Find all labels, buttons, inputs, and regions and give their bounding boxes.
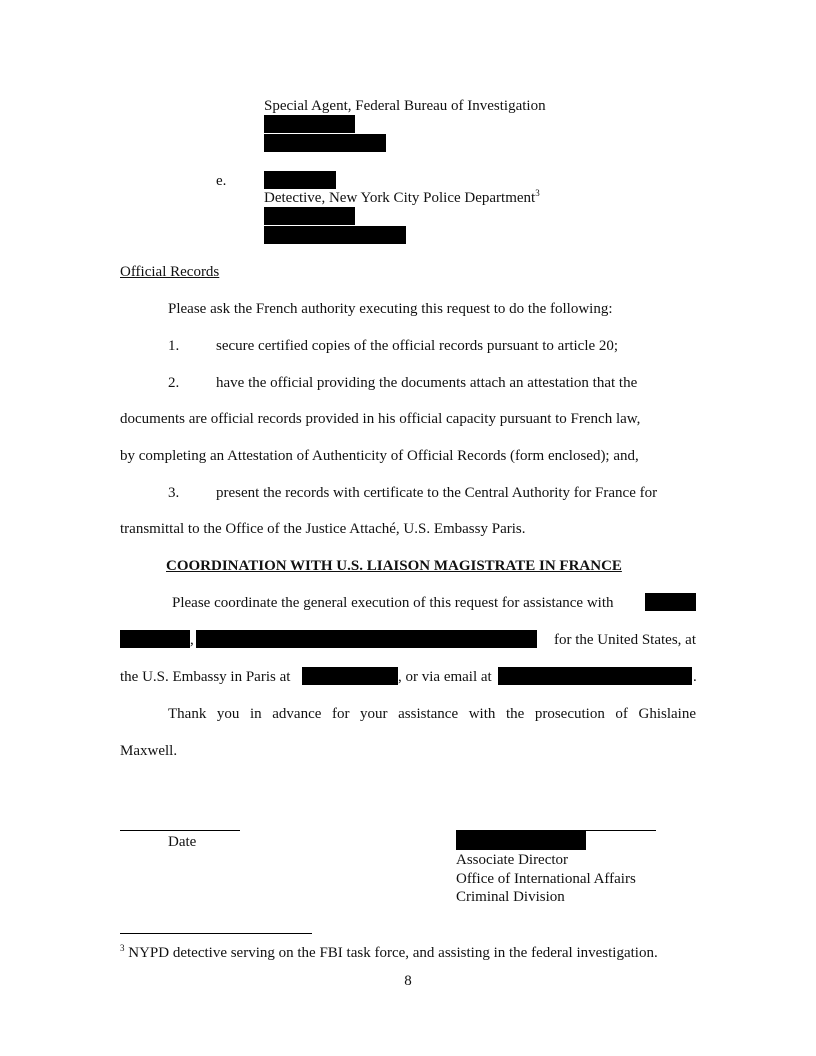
item-text-continued: documents are official records provided in his official capacity pursuant to French law, bbox=[120, 411, 641, 427]
redaction-block bbox=[645, 593, 696, 611]
redaction-block bbox=[264, 115, 355, 133]
signer-title: Associate Director bbox=[456, 852, 569, 868]
redaction-block bbox=[264, 134, 386, 152]
item-number: 3. bbox=[168, 485, 180, 501]
redaction-block bbox=[264, 207, 355, 225]
redaction-block bbox=[264, 171, 336, 189]
thanks-line1: Thank you in advance for your assistance with the prosecution of Ghislaine bbox=[168, 706, 696, 722]
item-text: have the official providing the documents attach an attestation that the bbox=[216, 375, 638, 391]
witness-e-title: Detective, New York City Police Department$^3$ bbox=[264, 188, 540, 206]
coordination-heading: COORDINATION WITH U.S. LIAISON MAGISTRATE IN FRANCE bbox=[166, 558, 622, 574]
official-records-heading: Official Records bbox=[120, 264, 220, 280]
item-text: present the records with certificate to the Central Authority for France for bbox=[216, 485, 658, 501]
redaction-block bbox=[456, 831, 586, 850]
item-number: 1. bbox=[168, 338, 180, 354]
redaction-block bbox=[120, 630, 190, 648]
witness-d-title: Special Agent, Federal Bureau of Investigation bbox=[264, 98, 546, 114]
footnote-separator bbox=[120, 933, 312, 934]
signer-office: Office of International Affairs bbox=[456, 871, 636, 887]
footnote-text: NYPD detective serving on the FBI task force, and assisting in the federal investigation. bbox=[128, 945, 658, 961]
redaction-block bbox=[302, 667, 398, 685]
footnote bbox=[120, 944, 658, 962]
official-records-intro: Please ask the French authority executing this request to do the following: bbox=[168, 301, 613, 317]
coordination-comma: , bbox=[190, 632, 194, 648]
page-number: 8 bbox=[404, 973, 412, 989]
date-label: Date bbox=[168, 834, 197, 850]
redaction-block bbox=[264, 226, 406, 244]
redaction-block bbox=[498, 667, 692, 685]
coordination-line1: Please coordinate the general execution of this request for assistance with bbox=[172, 595, 614, 611]
footnote-number: 3 bbox=[120, 943, 125, 953]
footnote-ref: 3 bbox=[535, 188, 540, 198]
date-signature-line bbox=[120, 830, 240, 831]
signer-division: Criminal Division bbox=[456, 889, 565, 905]
coordination-line3-start: the U.S. Embassy in Paris at bbox=[120, 669, 291, 685]
item-text-continued: by completing an Attestation of Authenticity of Official Records (form enclosed); and, bbox=[120, 448, 639, 464]
coordination-line3-mid: , or via email at bbox=[398, 669, 492, 685]
witness-e-letter: e. bbox=[216, 173, 227, 189]
redaction-block bbox=[196, 630, 537, 648]
item-text-continued: transmittal to the Office of the Justice Attaché, U.S. Embassy Paris. bbox=[120, 521, 526, 537]
thanks-line2: Maxwell. bbox=[120, 743, 178, 759]
coordination-line2-end: for the United States, at bbox=[553, 632, 696, 648]
item-text: secure certified copies of the official records pursuant to article 20; bbox=[216, 338, 619, 354]
coordination-line3-end: . bbox=[693, 669, 697, 685]
item-number: 2. bbox=[168, 375, 180, 391]
